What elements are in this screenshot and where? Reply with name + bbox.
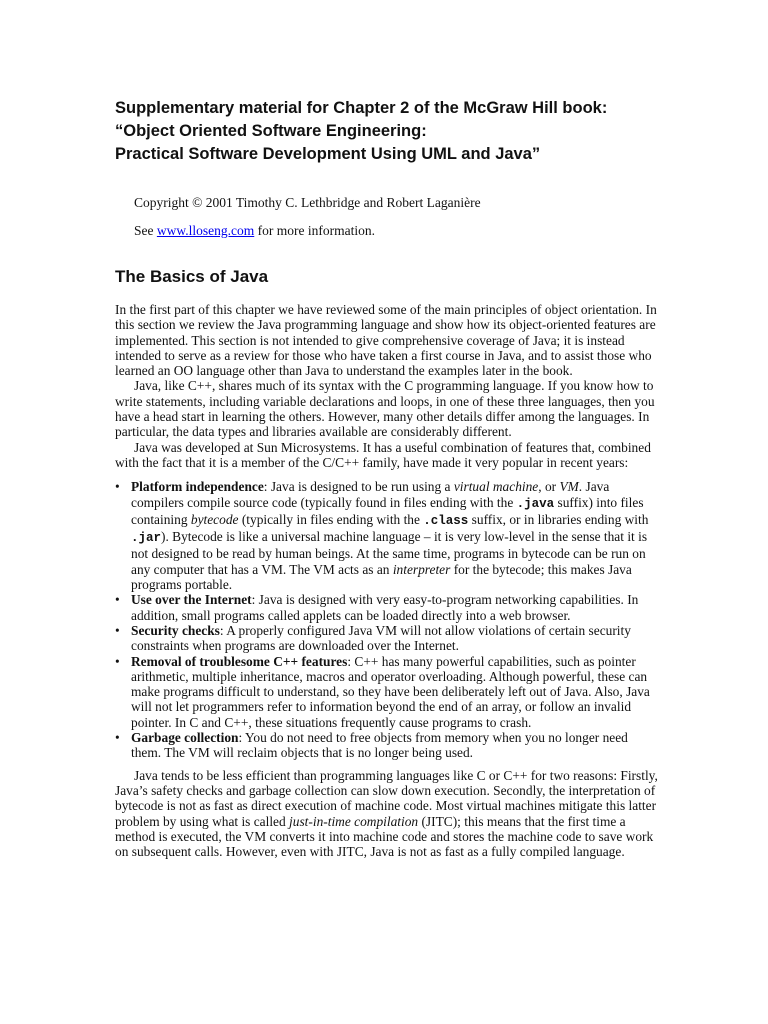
emph: VM — [559, 479, 579, 495]
paragraph-syntax: Java, like C++, shares much of its syntax with the C programming language. If you know how to write statements, including variable declarations and loops, in one of these three languages, then you have a head start in learning the others. However, many other details differ among the languages. In particular, the data types and libraries available are considerably different. — [115, 378, 655, 440]
code: .jar — [131, 531, 162, 546]
text: suffix, or in libraries ending with — [468, 511, 649, 527]
term-security: Security checks — [131, 622, 220, 638]
see-suffix: for more information. — [254, 223, 375, 238]
list-item-security — [115, 623, 658, 654]
bullet-icon: • — [115, 479, 120, 495]
text: . Java compilers compile source code (typically found in files ending with the — [131, 479, 610, 510]
section-heading: The Basics of Java — [115, 267, 269, 286]
emph: bytecode — [190, 511, 239, 527]
code: .class — [423, 513, 469, 528]
paragraph-history: Java was developed at Sun Microsystems. It has a useful combination of features that, combined with the fact that it is a member of the C/C++ family, have made it very popular in recent years: — [115, 439, 651, 470]
copyright-line: Copyright © 2001 Timothy C. Lethbridge and Robert Laganière — [134, 195, 481, 210]
website-link[interactable]: www.lloseng.com — [156, 223, 255, 238]
bullet-icon: • — [115, 592, 120, 608]
document-page — [115, 97, 658, 859]
see-line — [134, 223, 658, 239]
list-item-platform — [115, 479, 658, 592]
text: ). Bytecode is like a universal machine language – it is very low-level in the sense that it is not designed to be read by human beings. At the same time, programs in bytecode can be run on any computer that has a VM. The VM acts as an — [131, 529, 648, 577]
title-line-2: “Object Oriented Software Engineering: — [115, 122, 427, 140]
text: (JITC); this means that the first time a method is executed, the VM converts it into machine code and stores the machine code to save work on subsequent calls. However, even with JITC, Java is not as fast as a fully compiled language. — [115, 813, 654, 860]
bullet-icon: • — [115, 622, 120, 638]
section-body — [115, 302, 658, 859]
document-title — [115, 97, 658, 166]
text: , or — [538, 479, 560, 495]
emph: interpreter — [392, 561, 451, 577]
bullet-icon: • — [115, 730, 120, 746]
text: : C++ has many powerful capabilities, such as pointer arithmetic, multiple inheritance, macros and operator overloading. Although powerful, these can make programs difficult to understand, so they have been deliberately left out of Java. Also, Java will not let programmers refer to information beyond the end of an array, or follow an invalid pointer. In C and C++, these situations frequently cause programs to crash. — [131, 653, 650, 730]
text: Java tends to be less efficient than programming languages like C or C++ for two reasons: Firstly, Java’s safety checks and garbage collection can slow down execution. Secondly, the interpretation of bytecode is not as fast as direct execution of machine code. Most virtual machines mitigate this latter problem by using what is called — [115, 767, 658, 829]
see-prefix: See — [134, 223, 157, 238]
text: : A properly configured Java VM will not allow violations of certain security constraints when programs are downloaded over the Internet. — [131, 622, 631, 654]
list-item-removal — [115, 654, 658, 730]
text: : Java is designed to be run using a — [263, 479, 454, 495]
emph: just-in-time compilation — [289, 813, 419, 829]
emph: virtual machine — [453, 479, 539, 495]
text: (typically in files ending with the — [238, 511, 424, 527]
term-garbage: Garbage collection — [131, 730, 239, 746]
text: : You do not need to free objects from memory when you no longer need them. The VM will reclaim objects that is no longer being used. — [131, 730, 628, 761]
feature-list — [115, 479, 658, 760]
list-item-garbage — [115, 730, 658, 761]
list-item-internet — [115, 592, 658, 623]
text: : Java is designed with very easy-to-program networking capabilities. In addition, small programs called applets can be loaded directly into a web browser. — [131, 592, 639, 623]
text: for the bytecode; this makes Java programs portable. — [131, 561, 632, 593]
title-line-1: Supplementary material for Chapter 2 of the McGraw Hill book: — [115, 99, 608, 117]
term-internet: Use over the Internet — [131, 592, 252, 608]
code: .java — [516, 496, 555, 511]
text: suffix) into files containing — [131, 494, 644, 527]
bullet-icon: • — [115, 653, 120, 669]
title-line-3: Practical Software Development Using UML and Java” — [115, 145, 541, 163]
term-platform: Platform independence — [131, 479, 264, 495]
paragraph-intro: In the first part of this chapter we have reviewed some of the main principles of object orientation. In this section we review the Java programming language and show how its object-oriented features are implemented. This section is not intended to give comprehensive coverage of Java; it is instead intended to serve as a review for those who have taken a first course in Java, and to assist those who learned an OO language other than Java to understand the examples later in the book. — [115, 302, 657, 379]
term-removal: Removal of troublesome C++ features — [131, 653, 348, 669]
paragraph-efficiency — [115, 768, 658, 860]
